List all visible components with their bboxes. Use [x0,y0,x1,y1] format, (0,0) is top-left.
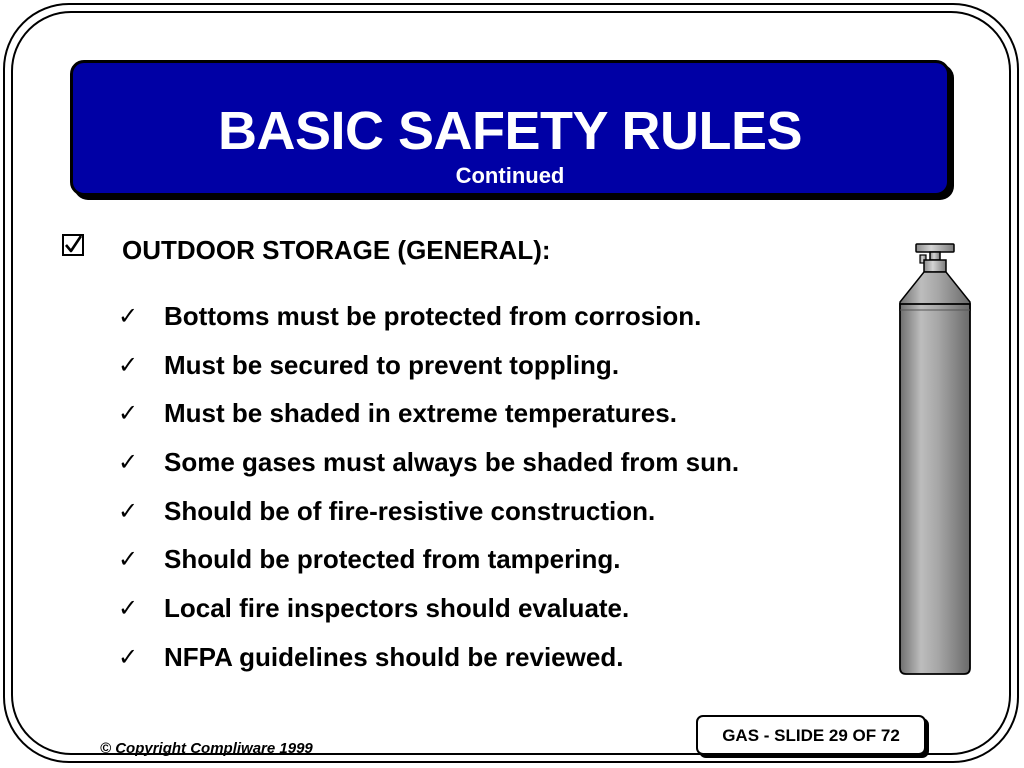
check-mark-icon: ✓ [118,594,139,623]
bullet-text: Some gases must always be shaded from sun. [164,447,740,478]
bullet-text: Should be protected from tampering. [164,544,621,575]
section-heading: OUTDOOR STORAGE (GENERAL): [122,235,551,265]
slide-subtitle: Continued [455,163,565,188]
bullet-text: Local fire inspectors should evaluate. [164,593,630,624]
bullet-list [118,296,878,686]
bullet-text: Should be of fire-resistive construction. [164,495,656,526]
bullet-item [118,539,878,588]
bullet-item [118,588,878,637]
gas-cylinder-icon [896,240,978,680]
bullet-text: Bottoms must be protected from corrosion. [164,301,702,331]
check-mark-icon: ✓ [118,350,139,379]
checked-box-icon [62,234,84,256]
bullet-item [118,491,878,540]
bullet-item [118,637,878,686]
check-mark-icon: ✓ [118,545,139,574]
slide-title: BASIC SAFETY RULES [217,101,803,161]
copyright-notice: © Copyright Compliware 1999 [100,740,313,757]
check-mark-icon: ✓ [118,448,139,477]
bullet-item [118,296,878,345]
bullet-item [118,345,878,394]
title-banner [70,60,950,196]
bullet-text: NFPA guidelines should be reviewed. [164,641,624,672]
bullet-text: Must be secured to prevent toppling. [164,349,620,380]
bullet-text: Must be shaded in extreme temperatures. [164,398,677,429]
check-mark-icon: ✓ [118,496,139,525]
bullet-item [118,442,878,491]
check-mark-icon: ✓ [118,642,139,671]
bullet-item [118,393,878,442]
check-mark-icon: ✓ [118,302,139,330]
slide-number-badge: GAS - SLIDE 29 OF 72 [696,715,926,755]
check-mark-icon: ✓ [118,399,139,428]
